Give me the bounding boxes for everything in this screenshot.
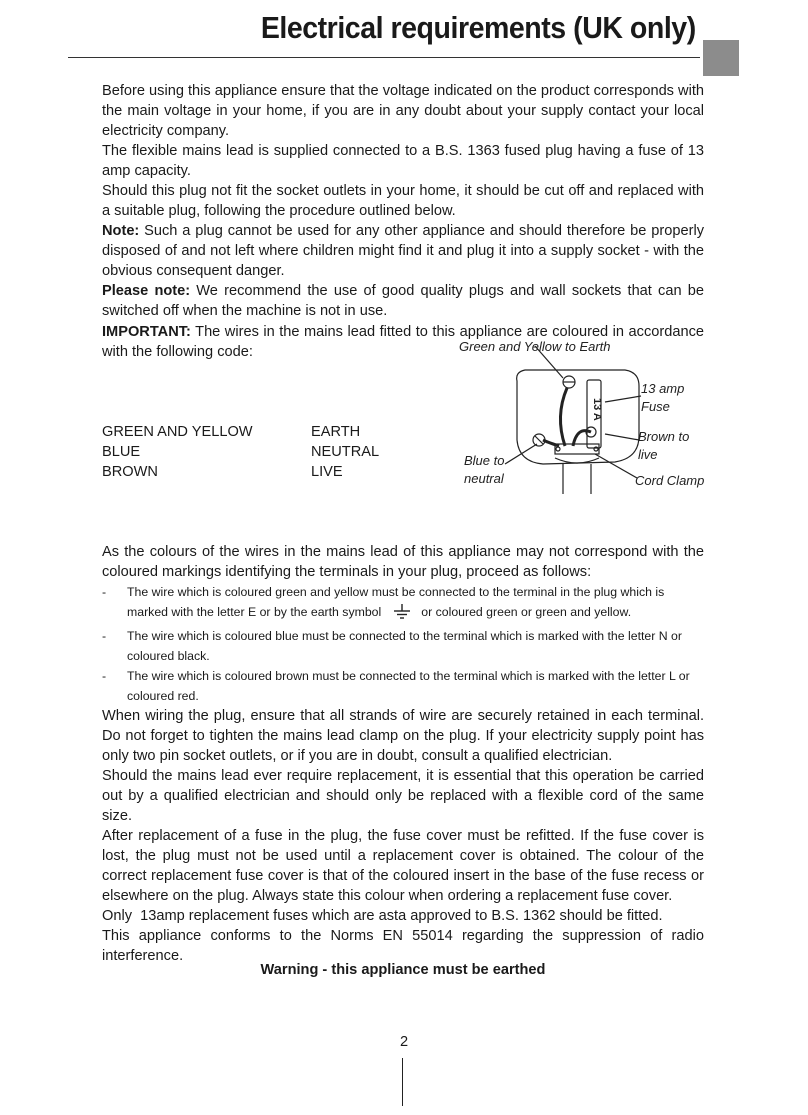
- important-text-full: The wires in the mains lead fitted to this appliance are coloured in accordance with the following code:: [102, 324, 704, 360]
- list-dash: -: [102, 669, 107, 683]
- list-dash: -: [102, 585, 107, 599]
- brown-instruction: The wire which is coloured brown must be connected to the terminal which is marked with the letter L or coloured red.: [127, 669, 690, 703]
- wire-terminal: NEUTRAL: [311, 444, 380, 460]
- intro-voltage-paragraph: Before using this appliance ensure that the voltage indicated on the product corresponds with the main voltage in your home, if you are in any doubt about your supply contact your local electricity company.: [102, 83, 704, 139]
- blue-label-line2: neutral: [464, 471, 504, 486]
- page-number-rule: [402, 1058, 403, 1106]
- important-label-full: IMPORTANT:: [102, 324, 191, 340]
- page-number: 2: [399, 1034, 409, 1050]
- section-tab-marker: [703, 40, 739, 76]
- blue-instruction: The wire which is coloured blue must be connected to the terminal which is marked with the letter N or coloured black.: [127, 629, 682, 663]
- title-rule: [68, 57, 700, 58]
- please-note-label: Please note:: [102, 283, 191, 299]
- green-yellow-label: Green and Yellow to Earth: [459, 339, 611, 354]
- blue-label-line1: Blue to: [464, 453, 505, 468]
- wire-colour: GREEN AND YELLOW: [102, 424, 253, 440]
- fuse-label-line2: Fuse: [641, 399, 670, 414]
- wire-terminal: EARTH: [311, 424, 361, 440]
- note-text: Such a plug cannot be used for any other appliance and should therefore be properly disposed of and not left where children might find it and plug it into a supply socket - with the obvious consequent danger.: [102, 223, 704, 279]
- fuse-cover-paragraph: After replacement of a fuse in the plug, the fuse cover must be refitted. If the fuse cover is lost, the plug must not be used until a replacement cover is obtained. The colour of the correct replacement fuse cover is that of the coloured insert in the base of the fuse recess or elsewhere on the plug. Always state this colour when ordering a replacement fuse cover.: [102, 828, 704, 904]
- instructions-intro: As the colours of the wires in the mains lead of this appliance may not correspond with the coloured markings identifying the terminals in your plug, proceed as follows:: [102, 544, 704, 580]
- earthing-warning: Warning - this appliance must be earthed: [260, 962, 546, 978]
- intro-socket-paragraph: Should this plug not fit the socket outlets in your home, it should be cut off and replaced with a suitable plug, following the procedure outlined below.: [102, 183, 704, 219]
- please-note-text: We recommend the use of good quality plugs and wall sockets that can be switched off when the machine is not in use.: [102, 283, 704, 319]
- instructions-section: [102, 542, 704, 966]
- intro-plug-paragraph: The flexible mains lead is supplied connected to a B.S. 1363 fused plug having a fuse of 13 amp capacity.: [102, 143, 704, 179]
- list-item-earth: [102, 582, 704, 626]
- wiring-paragraph: When wiring the plug, ensure that all strands of wire are securely retained in each terminal. Do not forget to tighten the mains lead clamp on the plug. If your electricity supply point has only two pin socket outlets, or if you are in doubt, consult a qualified electrician.: [102, 708, 704, 764]
- conformity-paragraph: This appliance conforms to the Norms EN 55014 regarding the suppression of radio interference.: [102, 928, 704, 964]
- cord-clamp-label: Cord Clamp: [635, 473, 705, 488]
- list-item-live: [102, 666, 704, 706]
- please-note-paragraph: [102, 281, 704, 321]
- list-item-neutral: [102, 626, 704, 666]
- note-paragraph: [102, 221, 704, 281]
- page-title: Electrical requirements (UK only): [261, 10, 696, 45]
- earth-instruction-part1: The wire which is coloured green and yellow must be connected to the terminal in the plug which is marked with the letter E or by the earth symbol: [127, 585, 665, 619]
- list-dash: -: [102, 629, 107, 643]
- fuse-marking: 13 A: [591, 398, 603, 421]
- plug-wiring-diagram: [455, 336, 715, 496]
- replacement-paragraph: Should the mains lead ever require replacement, it is essential that this operation be carried out by a qualified electrician and should only be replaced with a flexible cord of the same size.: [102, 768, 704, 824]
- fuse-approval-paragraph: Only 13amp replacement fuses which are asta approved to B.S. 1362 should be fitted.: [102, 908, 663, 924]
- brown-label-line1: Brown to: [638, 429, 690, 444]
- wire-terminal: LIVE: [311, 464, 343, 480]
- wire-colour: BLUE: [102, 444, 141, 460]
- wire-colour: BROWN: [102, 464, 158, 480]
- brown-label-line2: live: [638, 447, 658, 462]
- earth-symbol-icon: [393, 604, 411, 626]
- note-label: Note:: [102, 223, 140, 239]
- earth-instruction-part2: or coloured green or green and yellow.: [421, 605, 632, 619]
- fuse-label-line1: 13 amp: [641, 381, 685, 396]
